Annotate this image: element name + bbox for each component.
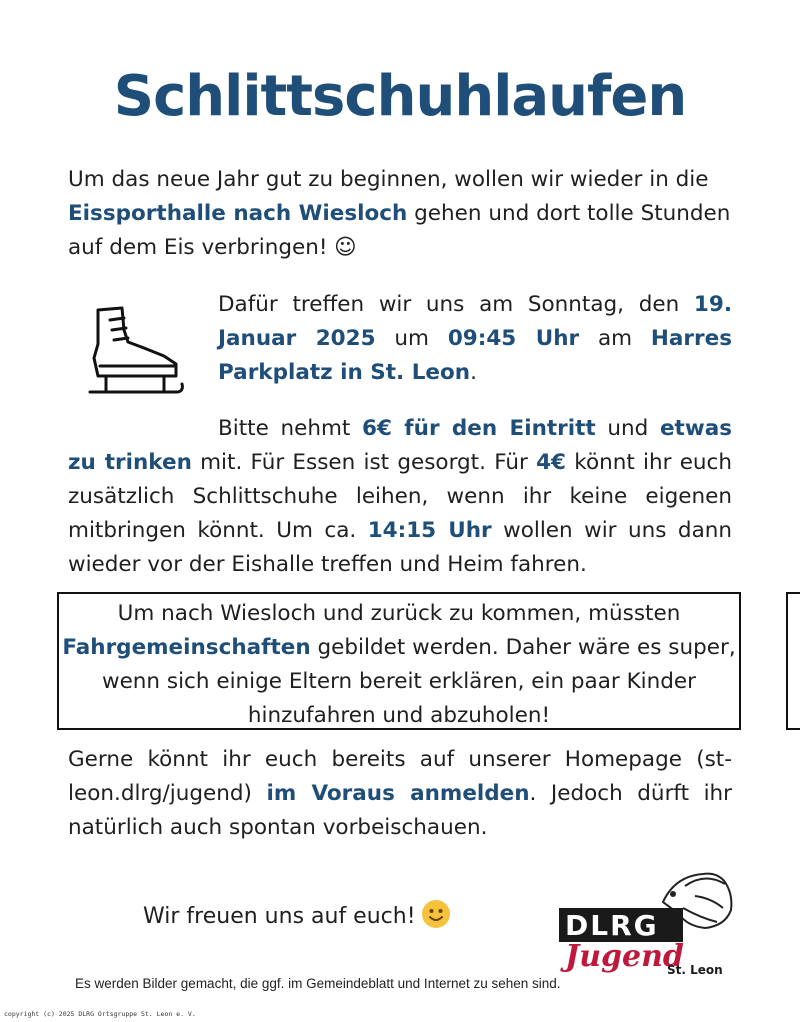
box-text-2: gebildet werden. Daher wäre es super, wenn sich einige Eltern bereit erklären, ein paar Kinder hinzufahren und abzuholen! <box>101 635 736 728</box>
meeting-date: 19. Januar 2025 <box>218 292 732 351</box>
logo-dlrg-text: DLRG <box>565 909 659 942</box>
meeting-text-3: am <box>579 326 651 351</box>
costs-rent-fee: 4€ <box>536 450 567 475</box>
meeting-text-1: Dafür treffen wir uns am Sonntag, den <box>218 292 694 317</box>
costs-paragraph <box>68 412 732 582</box>
intro-highlight-venue: Eissporthalle nach Wiesloch <box>68 201 408 226</box>
closing-line <box>143 900 450 929</box>
meeting-text-4: . <box>470 360 477 385</box>
meeting-paragraph <box>218 288 732 390</box>
dlrg-jugend-logo <box>555 868 735 980</box>
costs-drink: etwas zu trinken <box>68 416 732 475</box>
register-text-1: Gerne könnt ihr euch bereits auf unserer Homepage (st-leon.dlrg/jugend) <box>68 747 732 806</box>
smile-emoticon: ☺ <box>334 235 357 260</box>
closing-text: Wir freuen uns auf euch! <box>143 904 416 929</box>
carpool-notice-box <box>57 592 741 730</box>
ice-skate-icon <box>84 304 186 400</box>
photo-disclaimer: Es werden Bilder gemacht, die ggf. im Gemeindeblatt und Internet zu sehen sind. <box>75 976 561 991</box>
meeting-time: 09:45 Uhr <box>447 326 580 351</box>
intro-text-2: gehen und dort tolle Stunden auf dem Eis verbringen! <box>68 201 731 260</box>
meeting-text-2: um <box>375 326 448 351</box>
register-highlight: im Voraus anmelden <box>266 781 530 806</box>
costs-text-2: und <box>595 416 660 441</box>
register-paragraph <box>68 743 732 845</box>
intro-text-1: Um das neue Jahr gut zu beginnen, wollen wir wieder in die <box>68 167 709 192</box>
register-text-2: . Jedoch dürft ihr natürlich auch spontan vorbeischauen. <box>68 781 733 840</box>
costs-text-4: könnt ihr euch zusätzlich Schlittschuhe leihen, wenn ihr keine eigenen mitbringen könnt. Um ca. <box>68 450 732 543</box>
logo-location-text: St. Leon <box>667 963 723 977</box>
costs-entry-fee: 6€ für den Eintritt <box>362 416 596 441</box>
costs-end-time: 14:15 Uhr <box>367 518 492 543</box>
page-title: Schlittschuhlaufen <box>113 64 687 129</box>
costs-text-3: mit. Für Essen ist gesorgt. Für <box>191 450 537 475</box>
smiley-icon <box>422 900 450 928</box>
box-highlight-carpool: Fahrgemeinschaften <box>62 635 311 660</box>
costs-text-1: Bitte nehmt <box>218 416 363 441</box>
next-page-box-edge <box>786 592 800 730</box>
costs-text-5: wollen wir uns dann wieder vor der Eishalle treffen und Heim fahren. <box>68 518 732 577</box>
copyright-notice: copyright (c) 2025 DLRG Ortsgruppe St. Leon e. V. <box>4 1010 196 1018</box>
box-text-1: Um nach Wiesloch und zurück zu kommen, müssten <box>117 601 681 626</box>
logo-jugend-text: Jugend <box>565 939 684 974</box>
meeting-place: Harres Parkplatz in St. Leon <box>218 326 732 385</box>
intro-paragraph <box>68 163 738 265</box>
